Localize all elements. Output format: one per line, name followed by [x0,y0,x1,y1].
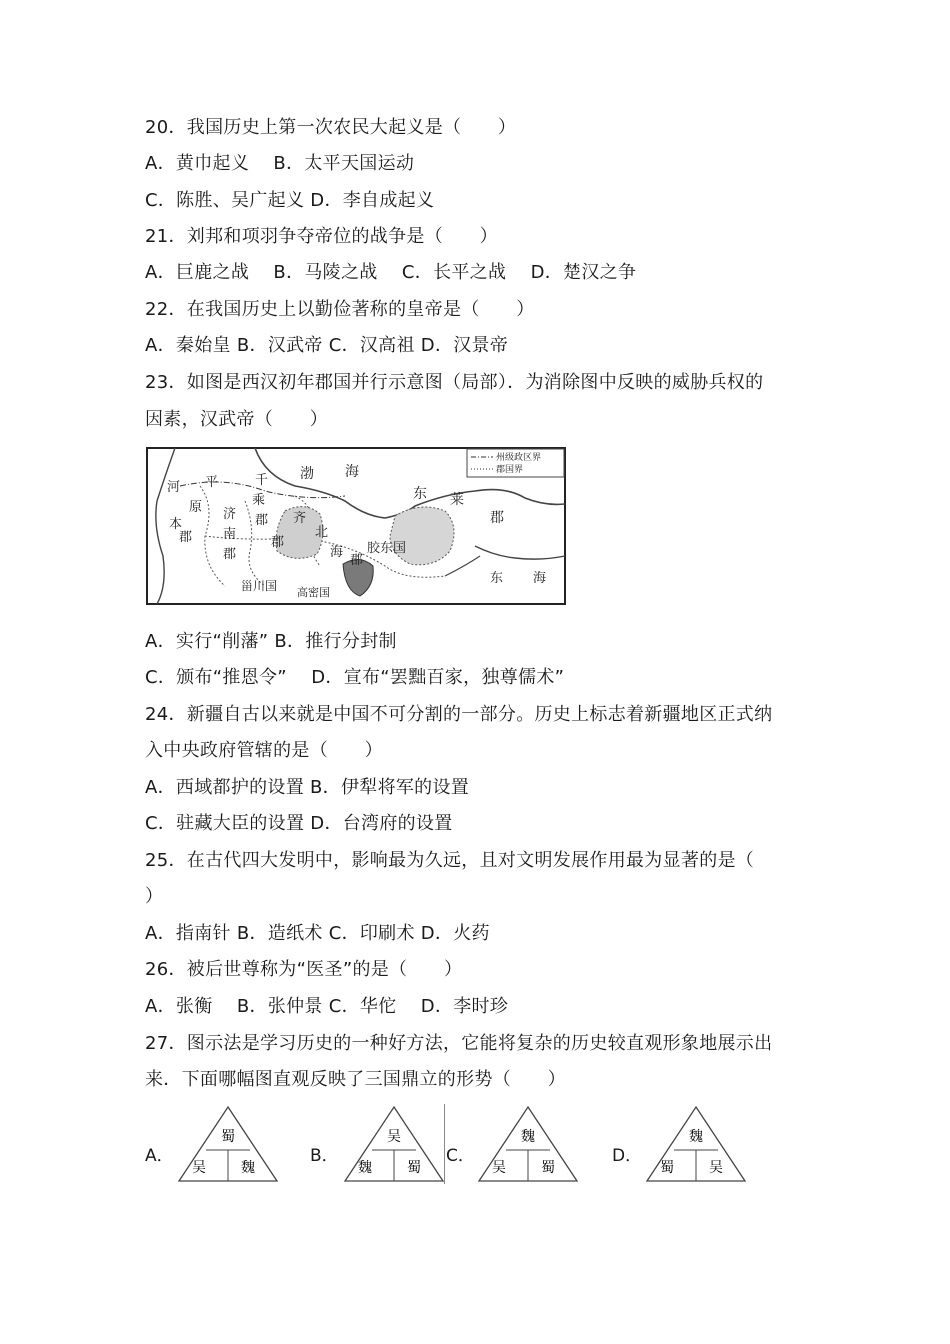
q25-stem-2: ） [145,886,164,907]
map-label-zichuan: 甾川国 [241,579,278,593]
map-label-hebei-jun: 郡 [179,530,193,545]
q25-options: A．指南针 B．造纸术 C．印刷术 D．火药 [145,923,490,944]
q23-options-2: C．颁布“推恩令” D．宣布“罢黜百家，独尊儒术” [145,667,565,688]
map-label-beihai-jun: 郡 [350,553,364,568]
map-label-yuan: 原 [189,500,203,515]
q22-stem: 22．在我国历史上以勤俭著称的皇帝是（ ） [145,299,535,320]
map-label-donglai-1: 东 [413,486,427,502]
option-b-triangle [342,1104,446,1184]
option-a-left: 吴 [192,1160,206,1176]
map-label-he: 河 [167,480,181,495]
option-c-right: 蜀 [541,1160,555,1176]
map-label-bohai-1: 渤 [300,466,314,482]
option-a-triangle [176,1104,280,1184]
map-label-jinan-jun: 郡 [223,547,237,562]
option-d-letter: D． [612,1146,643,1166]
map-label-hai: 海 [330,545,344,560]
map-label-donglai-jun: 郡 [490,510,504,526]
q20-options-1: A．黄巾起义 B．太平天国运动 [145,153,415,174]
map-label-bohai-2: 海 [345,464,359,480]
q23-stem-2: 因素，汉武帝（ ） [145,409,328,430]
option-d-triangle [644,1104,748,1184]
q23-options-1: A．实行“削藩” B．推行分封制 [145,631,397,652]
option-b-left: 魏 [358,1160,372,1176]
q24-options-2: C．驻藏大臣的设置 D．台湾府的设置 [145,813,453,834]
option-c-left: 吴 [492,1160,506,1176]
q27-triangle-options [0,1100,950,1190]
legend-state-boundary: 州级政区界 [496,453,542,463]
q24-stem-1: 24．新疆自古以来就是中国不可分割的一部分。历史上标志着新疆地区正式纳 [145,704,773,725]
option-d-left: 蜀 [660,1160,674,1176]
option-b-right: 蜀 [407,1160,421,1176]
q27-stem-2: 来．下面哪幅图直观反映了三国鼎立的形势（ ） [145,1069,566,1090]
q20-options-2: C．陈胜、吴广起义 D．李自成起义 [145,190,435,211]
option-a-right: 魏 [241,1160,255,1176]
q24-stem-2: 入中央政府管辖的是（ ） [145,740,383,761]
option-a-top: 蜀 [221,1129,235,1145]
q21-stem: 21．刘邦和项羽争夺帝位的战争是（ ） [145,226,498,247]
q26-options: A．张衡 B．张仲景 C．华佗 D．李时珍 [145,996,509,1017]
map-label-jiaodong: 胶东国 [367,541,407,556]
q22-options: A．秦始皇 B．汉武帝 C．汉高祖 D．汉景帝 [145,335,509,356]
option-d-right: 吴 [709,1160,723,1176]
q26-stem: 26．被后世尊称为“医圣”的是（ ） [145,959,463,980]
map-label-cheng: 乘 [252,493,266,508]
q23-stem-1: 23．如图是西汉初年郡国并行示意图（局部）．为消除图中反映的威胁兵权的 [145,372,764,393]
map-label-donglai-2: 莱 [450,492,464,508]
map-label-qiancheng-jun: 郡 [255,513,269,528]
map-label-donghai-2: 海 [533,571,547,586]
map-label-qi-jun: 郡 [271,535,285,550]
option-c-triangle [476,1104,580,1184]
map-label-bei: 北 [315,525,329,540]
map-label-donghai-1: 东 [490,571,504,586]
map-label-ben: 本 [169,517,183,532]
option-d-top: 魏 [689,1129,703,1145]
option-c-letter: C． [446,1146,475,1166]
map-label-ji: 济 [223,507,237,522]
option-b-top: 吴 [387,1129,401,1145]
western-han-commandery-map [145,446,567,606]
q20-stem: 20．我国历史上第一次农民大起义是（ ） [145,117,517,138]
map-label-qian: 千 [255,473,269,488]
legend-commandery-boundary: 郡国界 [496,465,524,475]
q21-options: A．巨鹿之战 B．马陵之战 C．长平之战 D．楚汉之争 [145,262,637,283]
divider-line [444,1104,445,1184]
q24-options-1: A．西域都护的设置 B．伊犁将军的设置 [145,777,470,798]
q27-stem-1: 27．图示法是学习历史的一种好方法，它能将复杂的历史较直观形象地展示出 [145,1033,773,1054]
option-c-top: 魏 [521,1129,535,1145]
option-a-letter: A． [145,1146,174,1166]
map-label-ping: 平 [205,475,219,490]
map-label-qi: 齐 [293,511,307,526]
map-label-gaomi: 高密国 [297,586,330,599]
q25-stem-1: 25．在古代四大发明中，影响最为久远，且对文明发展作用最为显著的是（ [145,850,755,871]
map-label-nan: 南 [223,527,237,542]
option-b-letter: B． [310,1146,339,1166]
